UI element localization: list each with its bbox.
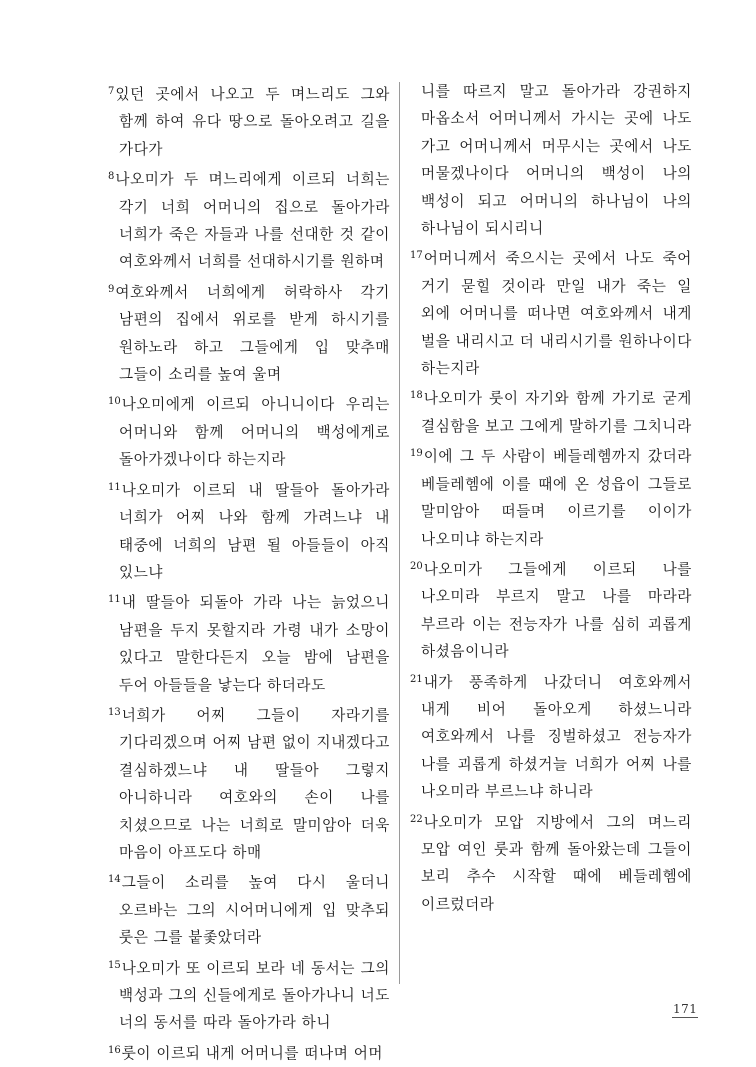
verse xyxy=(108,586,390,699)
verse xyxy=(108,699,390,866)
verse xyxy=(108,78,390,163)
verse-number: 9 xyxy=(108,283,115,295)
verse-number: 20 xyxy=(410,560,423,572)
verse xyxy=(108,388,390,473)
verse-number: 15 xyxy=(108,959,121,971)
verse-text: 이에 그 두 사람이 베들레헴까지 갔더라 베들레헴에 이를 때에 온 성읍이 그들로 말미암아 떠들며 이르기를 이이가 나오미냐 하는지라 xyxy=(421,448,692,548)
verse-number: 14 xyxy=(108,874,121,886)
verse-number: 18 xyxy=(410,390,423,402)
verse xyxy=(108,1037,390,1067)
verse-text: 내 딸들아 되돌아 가라 나는 늙었으니 남편을 두지 못할지라 가령 내가 소망이 있다고 말한다든지 오늘 밤에 남편을 두어 아들들을 낳는다 하더라도 xyxy=(119,594,390,694)
verse xyxy=(410,242,692,382)
verse-number: 21 xyxy=(410,673,423,685)
verse xyxy=(108,276,390,389)
verse-text: 나오미가 모압 지방에서 그의 며느리 모압 여인 룻과 함께 돌아왔는데 그들이 보리 추수 시작할 때에 베들레헴에 이르렀더라 xyxy=(421,813,692,913)
verse-number: 22 xyxy=(410,813,423,825)
verse xyxy=(410,553,692,666)
verse-number: 8 xyxy=(108,171,115,183)
verse-text: 내가 풍족하게 나갔더니 여호와께서 내게 비어 돌아오게 하셨느니라 여호와께서 나를 징벌하셨고 전능자가 나를 괴롭게 하셨거늘 너희가 어찌 나를 나오미라 부르느냐 하니라 xyxy=(421,673,692,801)
verse xyxy=(108,952,390,1037)
verse xyxy=(108,474,390,587)
verse-text: 너희가 어찌 그들이 자라기를 기다리겠으며 어찌 남편 없이 지내겠다고 결심하겠느냐 내 딸들아 그렇지 아니하니라 여호와의 손이 나를 치셨으므로 나는 너희로 말미암아 더욱 마음이 아프도다 하매 xyxy=(119,706,390,861)
verse-text: 나오미에게 이르되 아니니이다 우리는 어머니와 함께 어머니의 백성에게로 돌아가겠나이다 하는지라 xyxy=(119,396,390,469)
verse-text: 나오미가 두 며느리에게 이르되 너희는 각기 너희 어머니의 집으로 돌아가라 너희가 죽은 자들과 나를 선대한 것 같이 여호와께서 너희를 선대하시기를 원하며 xyxy=(115,171,390,271)
verse-text: 나오미가 그들에게 이르되 나를 나오미라 부르지 말고 나를 마라라 부르라 이는 전능자가 나를 심히 괴롭게 하셨음이니라 xyxy=(421,560,692,661)
verse-text: 나오미가 또 이르되 보라 네 동서는 그의 백성과 그의 신들에게로 돌아가나니 너도 너의 동서를 따라 돌아가라 하니 xyxy=(119,959,390,1032)
verse-number: 7 xyxy=(108,86,115,97)
right-column xyxy=(410,78,692,918)
verse-number: 11 xyxy=(108,594,121,606)
left-column xyxy=(108,78,390,1067)
verse-number: 19 xyxy=(410,448,423,460)
verse-number: 17 xyxy=(410,250,423,262)
column-divider xyxy=(399,82,400,984)
verse xyxy=(410,440,692,553)
verse-text: 여호와께서 너희에게 허락하사 각기 남편의 집에서 위로를 받게 하시기를 원하노라 하고 그들에게 입 맞추매 그들이 소리를 높여 울며 xyxy=(115,283,390,384)
verse-continuation: 니를 따르지 말고 돌아가라 강권하지 마옵소서 어머니께서 가시는 곳에 나도 가고 어머니께서 머무시는 곳에서 나도 머물겠나이다 어머니의 백성이 나의 백성이 되고 어머니의 하나님이 나의 하나님이 되시리니 xyxy=(421,83,692,238)
verse-text: 어머니께서 죽으시는 곳에서 나도 죽어 거기 묻힐 것이라 만일 내가 죽는 일 외에 어머니를 떠나면 여호와께서 내게 벌을 내리시고 더 내리시기를 원하나이다 하는지라 xyxy=(421,250,692,378)
verse xyxy=(410,666,692,806)
verse-text: 있던 곳에서 나오고 두 며느리도 그와 함께 하여 유다 땅으로 돌아오려고 길을 가다가 xyxy=(115,86,390,158)
verse xyxy=(410,382,692,440)
verse xyxy=(108,866,390,951)
verse xyxy=(108,163,390,276)
verse-number: 10 xyxy=(108,396,121,408)
verse-text: 나오미가 이르되 내 딸들아 돌아가라 너희가 어찌 나와 함께 가려느냐 내 태중에 너희의 남편 될 아들들이 아직 있느냐 xyxy=(119,481,390,581)
verse-number: 11 xyxy=(108,481,121,493)
verse-text: 나오미가 룻이 자기와 함께 가기로 굳게 결심함을 보고 그에게 말하기를 그치니라 xyxy=(421,390,692,435)
verse xyxy=(410,806,692,919)
page-number: 171 xyxy=(673,1002,698,1016)
verse-text: 룻이 이르되 내게 어머니를 떠나며 어머 xyxy=(121,1044,384,1062)
verse-number: 13 xyxy=(108,706,121,718)
verse-number: 16 xyxy=(108,1044,121,1056)
verse-text: 그들이 소리를 높여 다시 울더니 오르바는 그의 시어머니에게 입 맞추되 룻은 그를 붙좇았더라 xyxy=(119,874,390,947)
